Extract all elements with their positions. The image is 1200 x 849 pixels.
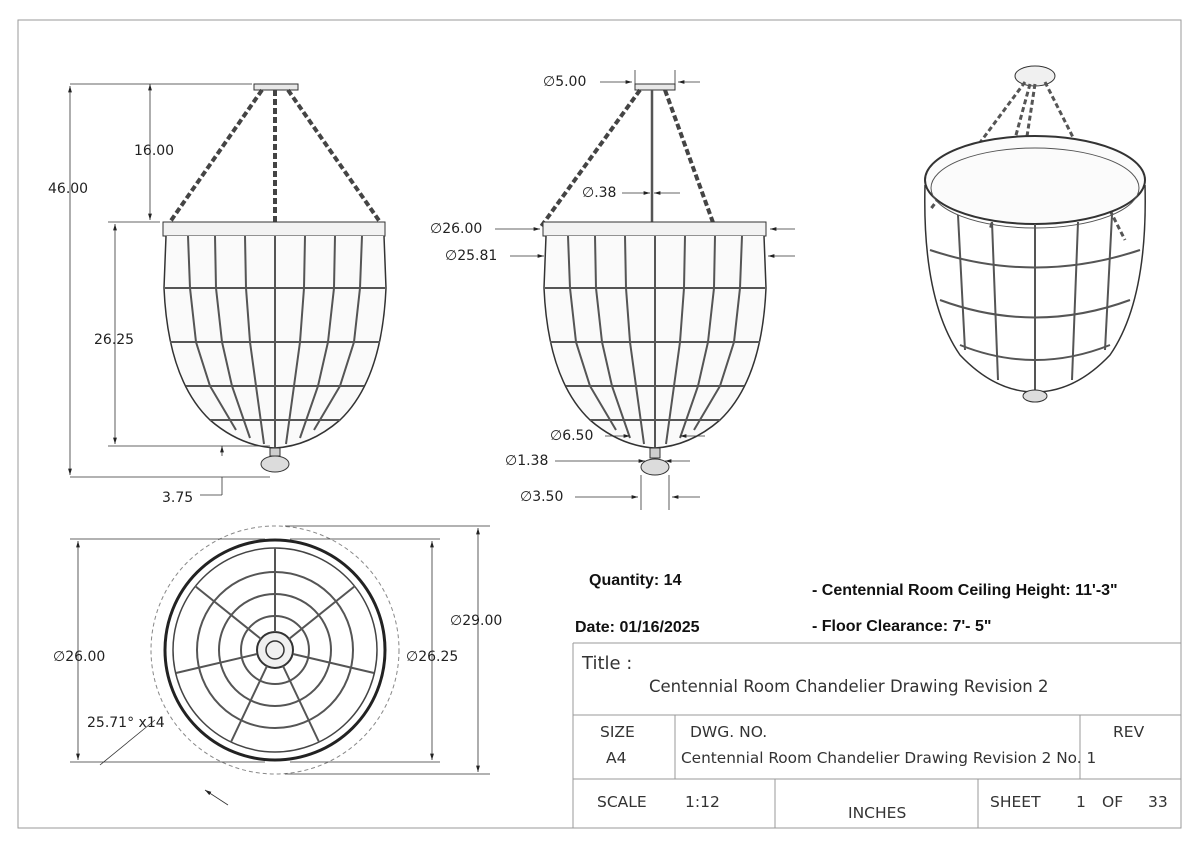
dim-plan-outer-dia: ∅29.00 (450, 613, 503, 629)
title-label: Title : (582, 653, 633, 674)
dim-side-neck-dia: ∅1.38 (505, 453, 549, 469)
front-view (70, 84, 386, 495)
sheet-total: 33 (1148, 793, 1168, 811)
dim-side-rod-dia: ∅.38 (582, 185, 617, 201)
scale-value: 1:12 (685, 793, 720, 811)
rev-label: REV (1113, 723, 1145, 741)
size-label: SIZE (600, 723, 635, 741)
iso-top-ring (925, 136, 1145, 224)
dim-side-body-dia: ∅25.81 (445, 248, 498, 264)
front-chain-right (288, 90, 380, 222)
plan-view (70, 526, 490, 805)
dim-plan-inner-dia: ∅26.00 (53, 649, 106, 665)
title-value: Centennial Room Chandelier Drawing Revision 2 (649, 677, 1049, 696)
dim-front-body-height: 26.25 (94, 332, 135, 348)
dwg-no-label: DWG. NO. (690, 723, 768, 741)
floor-clearance-note: - Floor Clearance: 7'- 5" (812, 618, 992, 635)
sheet-label: SHEET (990, 793, 1041, 811)
ceiling-height-note: - Centennial Room Ceiling Height: 11'-3" (812, 582, 1118, 599)
side-view (495, 70, 795, 510)
sheet-value: 1 (1076, 793, 1086, 811)
units-label: INCHES (848, 804, 907, 822)
sheet-of-label: OF (1102, 793, 1124, 811)
quantity-note: Quantity: 14 (589, 572, 682, 589)
isometric-view (925, 66, 1145, 402)
dim-side-bottom-dia: ∅6.50 (550, 428, 594, 444)
dim-side-finial-dia: ∅3.50 (520, 489, 564, 505)
dim-side-canopy-dia: ∅5.00 (543, 74, 587, 90)
dim-plan-angle: 25.71° x14 (87, 715, 165, 731)
side-chain-right (665, 90, 715, 228)
title-block-grid (573, 643, 1181, 828)
scale-label: SCALE (597, 793, 647, 811)
side-top-ring (543, 222, 766, 236)
dim-plan-mid-dia: ∅26.25 (406, 649, 459, 665)
dim-front-chain-height: 16.00 (134, 143, 175, 159)
front-chain-left (170, 90, 262, 222)
dim-side-ring-dia: ∅26.00 (430, 221, 483, 237)
date-note: Date: 01/16/2025 (575, 619, 700, 636)
dim-front-overall-height: 46.00 (48, 181, 89, 197)
size-value: A4 (606, 749, 627, 767)
front-top-ring (163, 222, 385, 236)
dim-front-finial-height: 3.75 (162, 490, 194, 506)
dwg-no-value: Centennial Room Chandelier Drawing Revision 2 No. 1 (681, 749, 1097, 767)
side-chain-left (540, 90, 640, 228)
